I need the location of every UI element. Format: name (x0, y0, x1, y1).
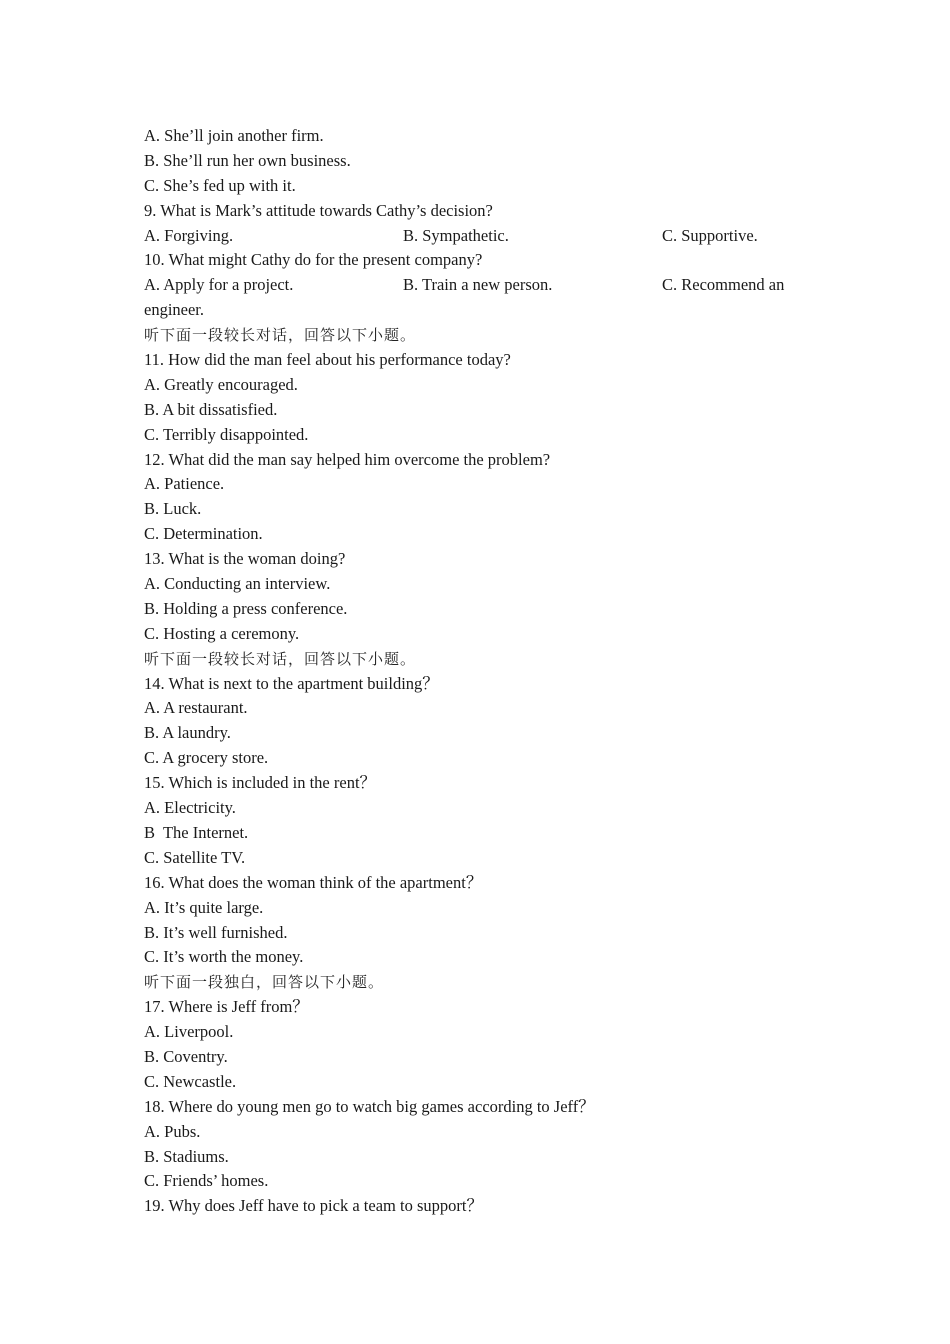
question-13: 13. What is the woman doing? (144, 549, 346, 569)
q17-option-a: A. Liverpool. (144, 1022, 234, 1042)
section-instruction: 听下面一段较长对话，回答以下小题。 (144, 326, 417, 345)
q10-option-a: A. Apply for a project. (144, 275, 294, 295)
q13-option-b: B. Holding a press conference. (144, 598, 348, 618)
q10-option-c: C. Recommend an (662, 275, 785, 295)
q9-options-row (144, 224, 804, 249)
question-18: 18. Where do young men go to watch big games according to Jeff？ (144, 1096, 595, 1116)
section-instruction: 听下面一段较长对话，回答以下小题。 (144, 649, 417, 668)
q17-option-b: B. Coventry. (144, 1046, 228, 1066)
question-17: 17. Where is Jeff from？ (144, 997, 309, 1017)
q11-option-a: A. Greatly encouraged. (144, 374, 298, 394)
q14-option-a: A. A restaurant. (144, 698, 248, 718)
q12-option-c: C. Determination. (144, 524, 263, 544)
q8-option-a: A. She’ll join another firm. (144, 126, 324, 145)
question-9: 9. What is Mark’s attitude towards Cathy’s decision? (144, 200, 493, 220)
q9-option-b: B. Sympathetic. (403, 225, 509, 245)
q14-option-b: B. A laundry. (144, 723, 231, 743)
q11-option-c: C. Terribly disappointed. (144, 424, 309, 444)
q17-option-c: C. Newcastle. (144, 1071, 237, 1091)
q12-option-b: B. Luck. (144, 499, 202, 519)
q8-option-b: B. She’ll run her own business. (144, 150, 351, 170)
q16-option-a: A. It’s quite large. (144, 897, 264, 917)
q16-option-c: C. It’s worth the money. (144, 947, 304, 967)
q18-option-a: A. Pubs. (144, 1121, 201, 1141)
q13-option-c: C. Hosting a ceremony. (144, 623, 300, 643)
q12-option-a: A. Patience. (144, 474, 225, 494)
q15-option-c: C. Satellite TV. (144, 847, 246, 867)
q14-option-c: C. A grocery store. (144, 748, 269, 768)
q13-option-a: A. Conducting an interview. (144, 574, 331, 594)
q10-option-b: B. Train a new person. (403, 275, 553, 295)
question-19: 19. Why does Jeff have to pick a team to support？ (144, 1196, 483, 1216)
q10-options-row (144, 273, 804, 298)
question-12: 12. What did the man say helped him overcome the problem? (144, 449, 551, 469)
question-15: 15. Which is included in the rent？ (144, 773, 377, 793)
q16-option-b: B. It’s well furnished. (144, 922, 288, 942)
q10-option-c-wrap: engineer. (144, 300, 205, 320)
q18-option-b: B. Stadiums. (144, 1146, 229, 1166)
document-page (144, 124, 804, 1219)
q9-option-a: A. Forgiving. (144, 225, 234, 245)
question-11: 11. How did the man feel about his performance today? (144, 350, 511, 370)
question-16: 16. What does the woman think of the apartment？ (144, 872, 483, 892)
question-10: 10. What might Cathy do for the present company? (144, 250, 483, 270)
q18-option-c: C. Friends’ homes. (144, 1171, 269, 1191)
q15-option-a: A. Electricity. (144, 798, 236, 818)
q11-option-b: B. A bit dissatisfied. (144, 399, 278, 419)
q15-option-b: B The Internet. (144, 822, 249, 842)
q9-option-c: C. Supportive. (662, 225, 758, 245)
question-14: 14. What is next to the apartment building？ (144, 673, 439, 693)
q8-option-c: C. She’s fed up with it. (144, 175, 296, 195)
section-instruction: 听下面一段独白，回答以下小题。 (144, 973, 385, 992)
